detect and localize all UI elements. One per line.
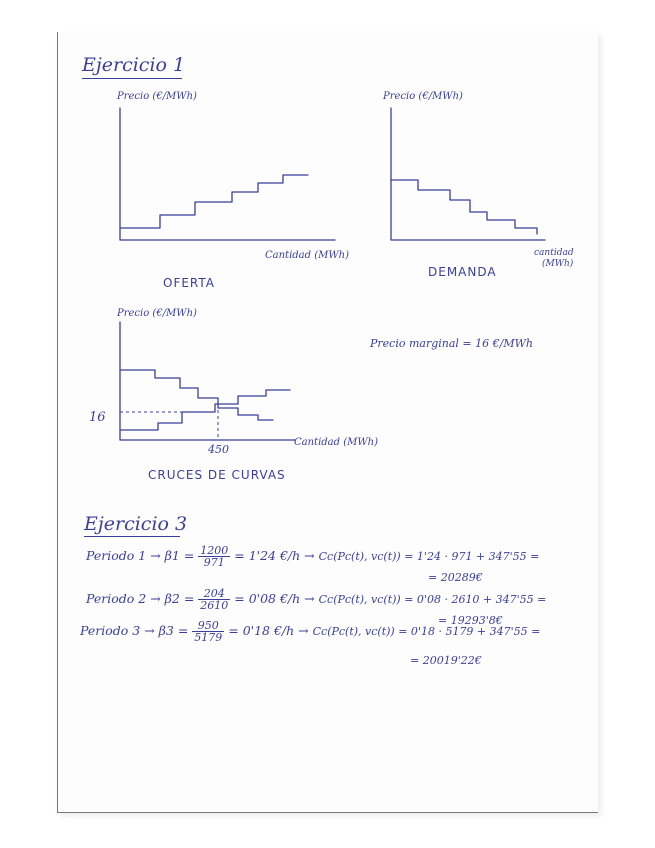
beta-value: 0'08 €/h: [248, 591, 301, 606]
fraction-denominator: 971: [203, 556, 225, 569]
cruce-x-label: Cantidad (MWh): [294, 437, 378, 448]
fraction-numerator: 1200: [200, 544, 229, 557]
beta-symbol: β1: [164, 548, 180, 563]
cruce-axes: [120, 322, 295, 440]
fraction-denominator: 2610: [200, 599, 229, 612]
qty-tick-450: 450: [208, 443, 229, 456]
fraction-denominator: 5179: [194, 631, 223, 644]
beta-fraction: [192, 620, 224, 643]
periodo-label: Periodo 1: [86, 548, 147, 563]
cost-expression: Cc(Pc(t), vc(t)) = 0'08 · 2610 + 347'55 =: [318, 593, 547, 606]
cruce-title: CRUCES DE CURVAS: [148, 468, 286, 482]
fraction-numerator: 204: [198, 588, 230, 600]
beta-symbol: β3: [158, 623, 174, 638]
beta-fraction: [198, 545, 230, 568]
demanda-x-label-1: cantidad: [534, 248, 574, 258]
marginal-price-note: Precio marginal = 16 €/MWh: [370, 337, 533, 350]
beta-fraction: [198, 588, 230, 611]
periodo-1-result: = 20289€: [428, 571, 483, 584]
periodo-label: Periodo 2: [86, 591, 147, 606]
ejercicio-3-heading: Ejercicio 3: [84, 513, 188, 535]
periodo-3-result: = 20019'22€: [410, 654, 482, 667]
periodo-3-line: Periodo 3 → β3 = $\frac{950}{5179}$ = 0'18 €/h → Cc(Pc(t), vc(t)) = 0'18 · 5179 + 347'55 =: [80, 619, 541, 644]
ejercicio-1-heading: Ejercicio 1: [82, 54, 186, 76]
oferta-x-label: Cantidad (MWh): [265, 250, 349, 261]
cruce-supply-curve: [120, 390, 290, 430]
fraction-numerator: 950: [192, 620, 224, 632]
cost-expression: Cc(Pc(t), vc(t)) = 1'24 · 971 + 347'55 =: [318, 550, 540, 563]
periodo-label: Periodo 3: [80, 623, 141, 638]
oferta-y-label: Precio (€/MWh): [117, 91, 197, 102]
demanda-x-label-2: (MWh): [542, 259, 574, 269]
heading-underline: [84, 536, 180, 537]
oferta-title: OFERTA: [163, 276, 216, 290]
periodo-2-line: Periodo 2 → β2 = $\frac{204}{2610}$ = 0'08 €/h → Cc(Pc(t), vc(t)) = 0'08 · 2610 + 347'55 =: [86, 587, 547, 612]
beta-value: 1'24 €/h: [248, 548, 301, 563]
beta-symbol: β2: [164, 591, 180, 606]
demanda-title: DEMANDA: [428, 265, 497, 279]
periodo-2-result: = 19293'8€: [438, 614, 503, 627]
price-tick-16: 16: [89, 410, 106, 425]
beta-value: 0'18 €/h: [242, 623, 295, 638]
cost-expression: Cc(Pc(t), vc(t)) = 0'18 · 5179 + 347'55 =: [312, 625, 541, 638]
cruce-y-label: Precio (€/MWh): [117, 308, 197, 319]
demanda-y-label: Precio (€/MWh): [383, 91, 463, 102]
periodo-1-line: Periodo 1 → β1 = $\frac{1200}{971}$ = 1'24 €/h → Cc(Pc(t), vc(t)) = 1'24 · 971 + 347'55 =: [86, 544, 540, 569]
